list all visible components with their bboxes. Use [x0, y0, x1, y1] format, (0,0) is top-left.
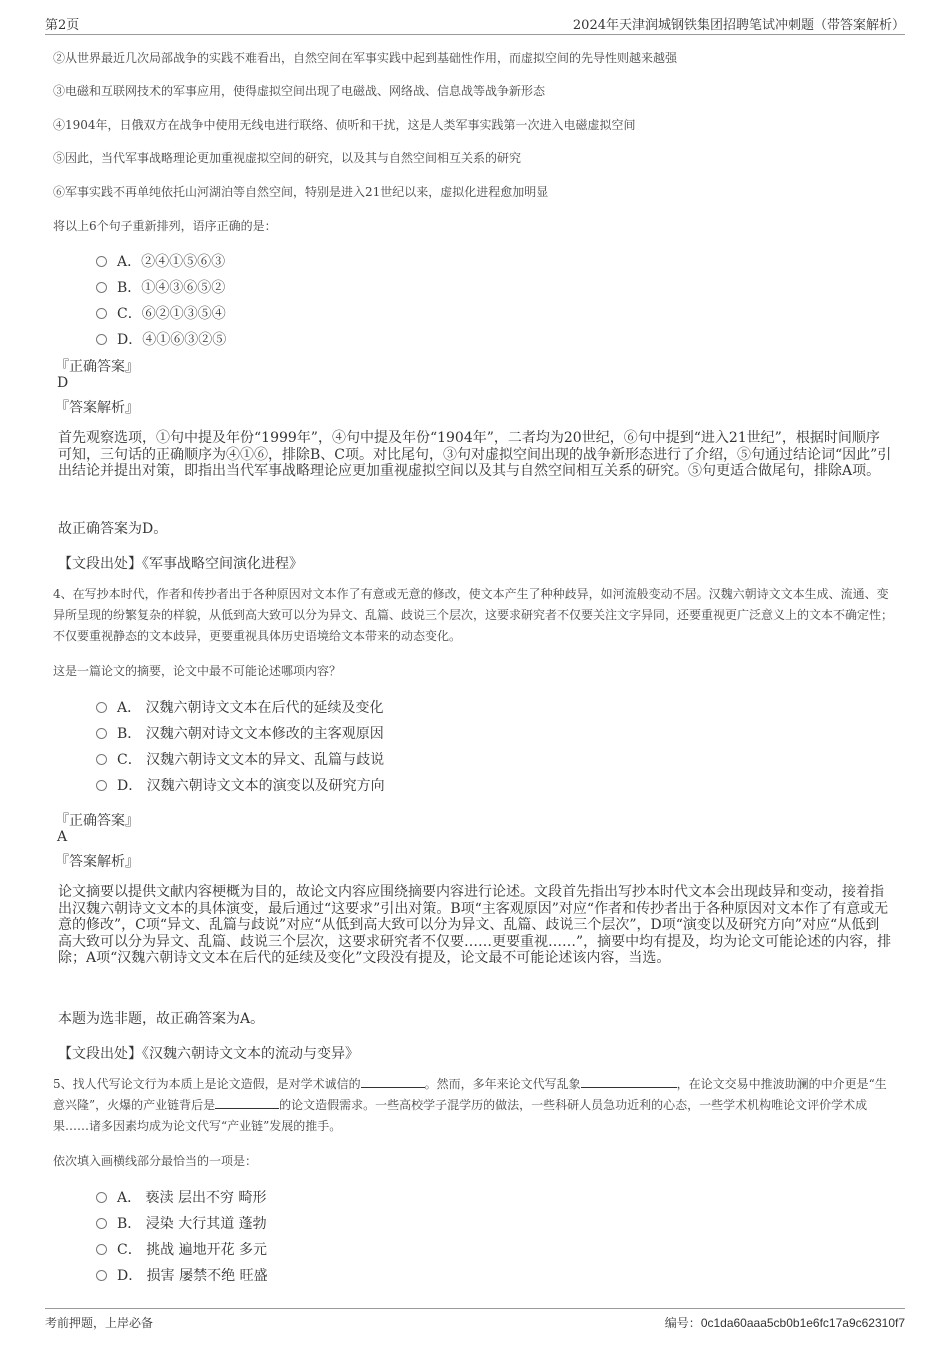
option-label: D． 汉魏六朝诗文文本的演变以及研究方向 — [117, 778, 385, 794]
q5-option-b[interactable] — [96, 1213, 267, 1233]
option-label: D． 损害 屡禁不绝 旺盛 — [117, 1268, 268, 1284]
radio-icon[interactable] — [96, 1218, 107, 1229]
radio-icon[interactable] — [96, 780, 107, 791]
q4-option-d[interactable] — [96, 775, 385, 795]
radio-icon[interactable] — [96, 728, 107, 739]
radio-icon[interactable] — [96, 754, 107, 765]
radio-icon[interactable] — [96, 1270, 107, 1281]
fill-blank-3[interactable] — [215, 1097, 279, 1109]
q4-option-a[interactable] — [96, 697, 384, 717]
option-label: B． 汉魏六朝对诗文文本修改的主客观原因 — [117, 726, 384, 742]
option-label: B． 浸染 大行其道 蓬勃 — [117, 1216, 267, 1232]
q5-stem: 5、找人代写论文行为本质上是论文造假，是对学术诚信的 。然而，多年来论文代写乱象 ，在论文交易中推波助澜的中介更是“生意兴隆”，火爆的产业链背后是 的论文造假需求。一些高校学子混学历的做法，一些科研人员急功近利的心态，一些学术机构唯论文评价学术成果……诸多因素均成为论文代写“产业链”发展的推手。 — [53, 1077, 887, 1133]
page-footer — [45, 1308, 905, 1333]
option-label: B．①④③⑥⑤② — [117, 280, 226, 296]
option-label: D．④①⑥③②⑤ — [117, 332, 227, 348]
radio-icon[interactable] — [96, 702, 107, 713]
analysis-text: 首先观察选项，①句中提及年份“1999年”，④句中提及年份“1904年”，二者均为20世纪，⑥句中提到“进入21世纪”，根据时间顺序可知，三句话的正确顺序为④①⑥，排除B、C项。对比尾句，③句对虚拟空间出现的战争新形态进行了介绍，⑤句通过结论词“因此”引出结论并提出对策，即指出当代军事战略理论应更加重视虚拟空间以及其与自然空间相互关系的研究。⑤句更适合做尾句，排除A项。 — [58, 430, 892, 480]
footer-slogan: 考前押题，上岸必备 — [45, 1316, 154, 1330]
radio-icon[interactable] — [96, 1192, 107, 1203]
option-label: A． 亵渎 层出不穷 畸形 — [117, 1190, 267, 1206]
radio-icon[interactable] — [96, 256, 107, 267]
option-label: C． 汉魏六朝诗文文本的异文、乱篇与歧说 — [117, 752, 385, 768]
document-title: 2024年天津润城钢铁集团招聘笔试冲刺题（带答案解析） — [572, 18, 905, 33]
answer-value: A — [57, 829, 68, 845]
fill-blank-2[interactable] — [581, 1076, 677, 1088]
radio-icon[interactable] — [96, 1244, 107, 1255]
q4-stem: 4、在写抄本时代，作者和传抄者出于各种原因对文本作了有意或无意的修改，使文本产生了种种歧异，如河流般变动不居。汉魏六朝诗文文本生成、流通、变异所呈现的纷繁复杂的样貌，从低到高大致可以分为异文、乱篇、歧说三个层次，这要求研究者不仅要关注文字异同，还要重视更广泛意义上的文本不确定性；不仅要重视静态的文本歧异，更要重视具体历史语境给文本带来的动态变化。 — [53, 587, 894, 643]
q5-option-d[interactable] — [96, 1265, 268, 1285]
answer-value: D — [57, 375, 69, 391]
q5-option-a[interactable] — [96, 1187, 266, 1207]
sentence-5: ⑤因此，当代军事战略理论更加重视虚拟空间的研究，以及其与自然空间相互关系的研究 — [53, 151, 522, 165]
sentence-4: ④1904年，日俄双方在战争中使用无线电进行联络、侦听和干扰，这是人类军事实践第一次进入电磁虚拟空间 — [53, 118, 636, 132]
passage-source: 【文段出处】《军事战略空间演化进程》 — [58, 556, 303, 572]
q3-option-b[interactable] — [96, 277, 225, 297]
sentence-3: ③电磁和互联网技术的军事应用，使得虚拟空间出现了电磁战、网络战、信息战等战争新形态 — [53, 84, 546, 98]
document-code: 编号：0c1da60aaa5cb0b1e6fc17a9c62310f7 — [664, 1316, 905, 1330]
page-header — [45, 12, 905, 35]
analysis-conclusion: 故正确答案为D。 — [58, 521, 168, 537]
option-label: A．②④①⑤⑥③ — [117, 254, 226, 270]
radio-icon[interactable] — [96, 334, 107, 345]
analysis-label: 『答案解析』 — [55, 854, 139, 870]
page-number: 第2页 — [45, 18, 80, 33]
q4-prompt: 这是一篇论文的摘要，论文中最不可能论述哪项内容？ — [53, 664, 342, 678]
sentence-2: ②从世界最近几次局部战争的实践不难看出，自然空间在军事实践中起到基础性作用，而虚拟空间的先导性则越来越强 — [53, 51, 678, 65]
radio-icon[interactable] — [96, 308, 107, 319]
analysis-label: 『答案解析』 — [55, 400, 139, 416]
question-prompt: 将以上6个句子重新排列，语序正确的是： — [53, 219, 277, 233]
option-label: A． 汉魏六朝诗文文本在后代的延续及变化 — [117, 700, 384, 716]
passage-source: 【文段出处】《汉魏六朝诗文文本的流动与变异》 — [58, 1046, 359, 1062]
q4-option-c[interactable] — [96, 749, 384, 769]
analysis-conclusion: 本题为选非题，故正确答案为A。 — [58, 1011, 265, 1027]
q5-prompt: 依次填入画横线部分最恰当的一项是： — [53, 1154, 258, 1168]
option-label: C．⑥②①③⑤④ — [117, 306, 226, 322]
analysis-text: 论文摘要以提供文献内容梗概为目的，故论文内容应围绕摘要内容进行论述。文段首先指出写抄本时代文本会出现歧异和变动，接着指出汉魏六朝诗文文本的具体演变，最后通过“这要求”引出对策。B项“主客观原因”对应“作者和传抄者出于各种原因对文本作了有意或无意的修改”，C项“异文、乱篇与歧说”对应“从低到高大致可以分为异文、乱篇、歧说三个层次”，D项“演变以及研究方向”对应“从低到高大致可以分为异文、乱篇、歧说三个层次，这要求研究者不仅要……更要重视……”，摘要中均有提及，均为论文可能论述的内容，排除；A项“汉魏六朝诗文文本在后代的延续及变化”文段没有提及，论文最不可能论述该内容，当选。 — [58, 884, 892, 967]
q4-option-b[interactable] — [96, 723, 384, 743]
fill-blank-1[interactable] — [361, 1076, 425, 1088]
answer-label: 『正确答案』 — [55, 359, 139, 375]
q3-option-c[interactable] — [96, 303, 226, 323]
q3-option-d[interactable] — [96, 329, 226, 349]
answer-label: 『正确答案』 — [55, 813, 139, 829]
q3-option-a[interactable] — [96, 251, 225, 271]
sentence-6: ⑥军事实践不再单纯依托山河湖泊等自然空间，特别是进入21世纪以来，虚拟化进程愈加明显 — [53, 185, 549, 199]
option-label: C． 挑战 遍地开花 多元 — [117, 1242, 268, 1258]
radio-icon[interactable] — [96, 282, 107, 293]
q5-option-c[interactable] — [96, 1239, 267, 1259]
